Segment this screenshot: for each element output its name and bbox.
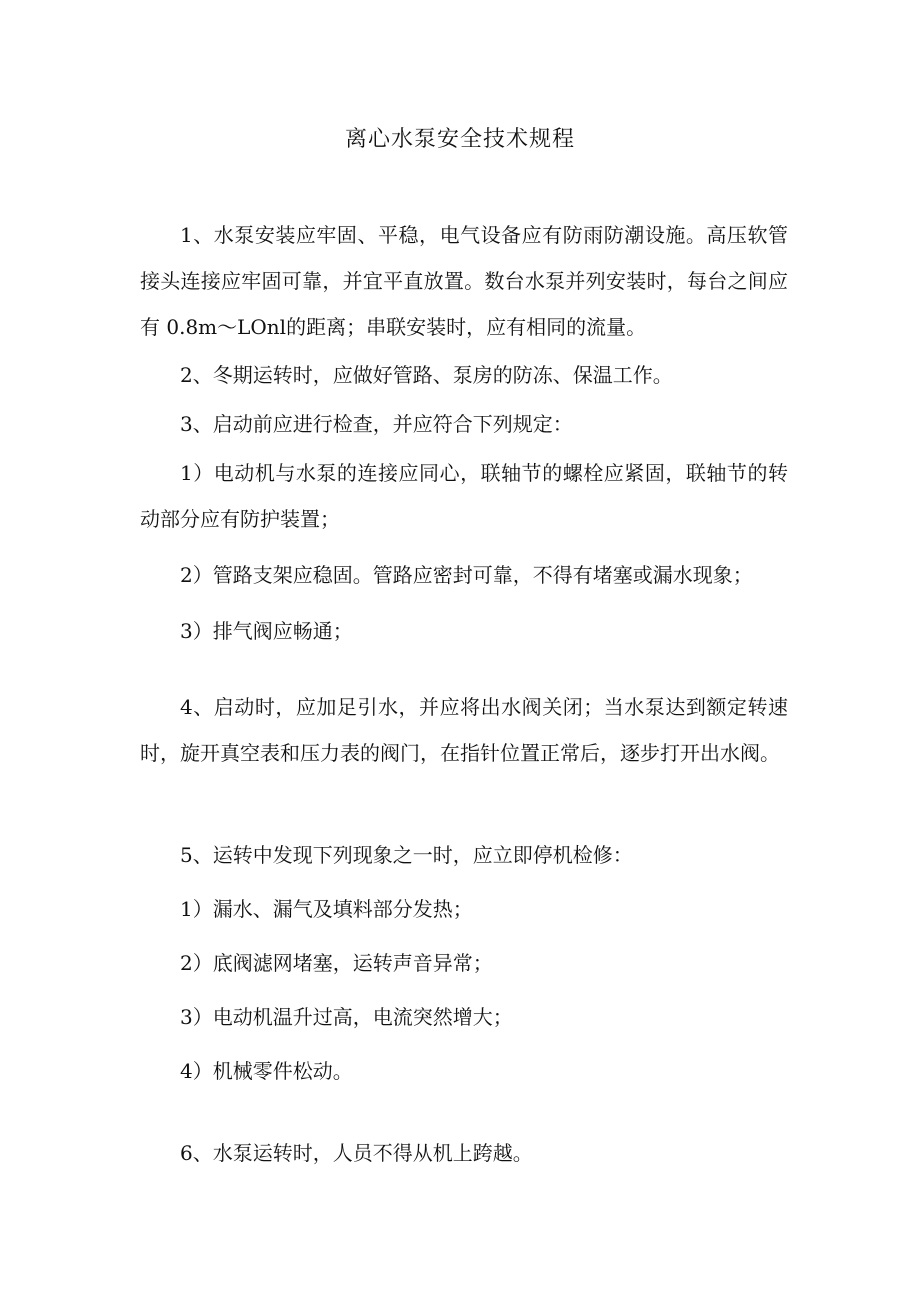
paragraph-2: 2、冬期运转时，应做好管路、泵房的防冻、保温工作。: [180, 363, 673, 387]
paragraph-3: 3、启动前应进行检查，并应符合下列规定：: [180, 412, 573, 436]
paragraph-3-item-3: 3）排气阀应畅通；: [180, 619, 353, 643]
paragraph-6: 6、水泵运转时，人员不得从机上跨越。: [180, 1141, 533, 1165]
paragraph-5-item-1: 1）漏水、漏气及填料部分发热；: [180, 897, 473, 921]
paragraph-1: 1、水泵安装应牢固、平稳，电气设备应有防雨防潮设施。高压软管接头连接应牢固可靠，并宜平直放置。数台水泵并列安装时，每台之间应有 0.8m～LOnl的距离；串联安装时，应有相同的流量。: [140, 223, 788, 339]
paragraph-4: 4、启动时，应加足引水，并应将出水阀关闭；当水泵达到额定转速时，旋开真空表和压力表的阀门，在指针位置正常后，逐步打开出水阀。: [140, 695, 788, 765]
paragraph-5: 5、运转中发现下列现象之一时，应立即停机检修：: [180, 843, 633, 867]
paragraph-5-item-4: 4）机械零件松动。: [180, 1059, 353, 1083]
paragraph-3-item-1: 1）电动机与水泵的连接应同心，联轴节的螺栓应紧固，联轴节的转动部分应有防护装置；: [140, 461, 788, 531]
paragraph-3-item-2: 2）管路支架应稳固。管路应密封可靠，不得有堵塞或漏水现象；: [180, 563, 753, 587]
document-title: 离心水泵安全技术规程: [344, 127, 575, 152]
paragraph-5-item-3: 3）电动机温升过高，电流突然增大；: [180, 1005, 513, 1029]
paragraph-5-item-2: 2）底阀滤网堵塞，运转声音异常；: [180, 951, 493, 975]
